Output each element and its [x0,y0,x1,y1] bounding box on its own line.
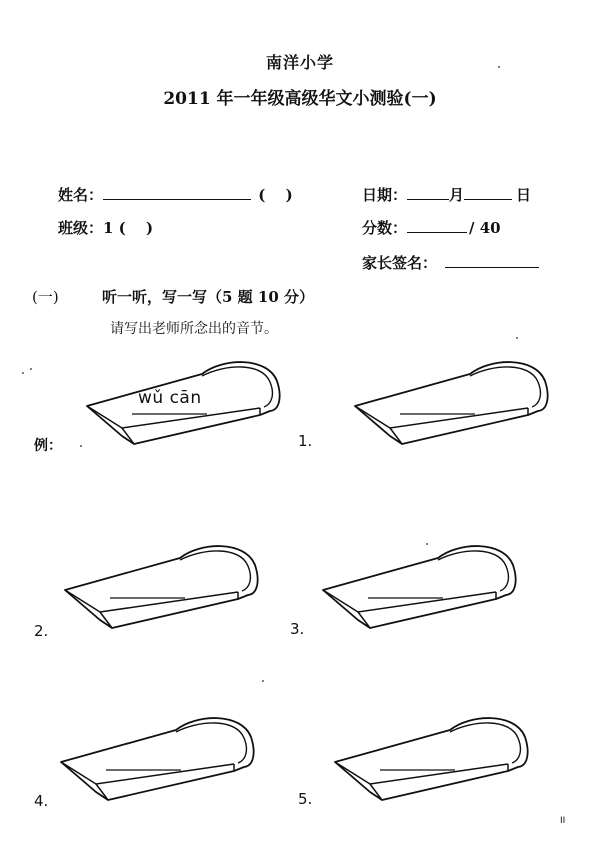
scan-speck [22,372,24,374]
class-value[interactable]: 1 ( ) [103,219,154,237]
scan-speck [262,680,264,682]
parent-signature-blank[interactable] [445,253,539,268]
toast-3-icon[interactable] [318,540,518,630]
name-blank[interactable] [103,185,251,200]
scan-speck [498,66,500,68]
toast-1-icon[interactable] [350,356,550,446]
month-label: 月 [449,186,465,204]
name-paren: ( ) [258,186,293,204]
item-4-label: 4. [34,792,49,810]
test-title: 2011 年一年级高级华文小测验(一) [163,89,437,109]
example-label: 例： [34,438,62,454]
date-field [362,184,531,205]
item-5-label: 5. [298,790,313,808]
score-blank[interactable] [407,218,467,233]
score-field [362,217,501,238]
name-label: 姓名： [58,186,104,204]
school-name: 南洋小学 [265,53,334,72]
parent-signature-field [362,252,539,273]
score-label: 分数： [362,219,408,237]
toast-5-icon[interactable] [330,712,530,802]
example-answer: wǔ cān [138,388,202,408]
scan-speck [80,445,82,447]
section-marker: (一) [32,288,59,306]
day-label: 日 [516,186,532,204]
scan-speck [516,337,518,339]
toast-4-icon[interactable] [56,712,256,802]
class-field [58,217,153,238]
scan-speck [30,368,32,370]
footer-mark: II [560,816,566,826]
score-total: / 40 [469,219,501,237]
item-1-label: 1. [298,432,313,450]
day-blank[interactable] [464,185,512,200]
item-2-label: 2. [34,622,49,640]
toast-2-icon[interactable] [60,540,260,630]
scan-speck [426,543,428,545]
name-field [58,184,293,205]
month-blank[interactable] [407,185,449,200]
item-3-label: 3. [290,620,305,638]
section-heading: 听一听，写一写（5 题 10 分） [102,288,314,306]
section-instruction: 请写出老师所念出的音节。 [110,321,278,337]
date-label: 日期： [362,186,408,204]
parent-signature-label: 家长签名： [362,254,438,272]
class-label: 班级： [58,219,104,237]
